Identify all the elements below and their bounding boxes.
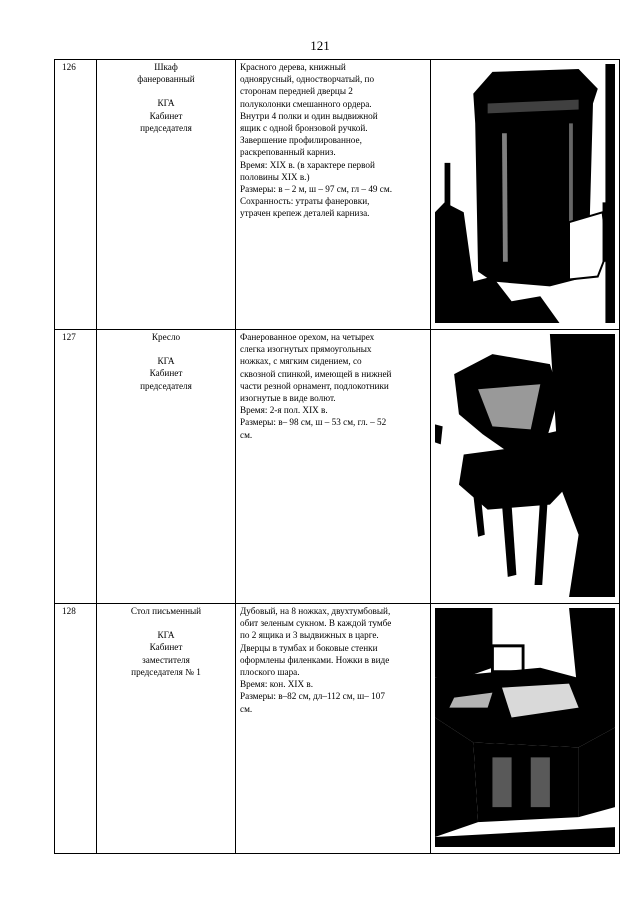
description-line: Фанерованное орехом, на четырех <box>240 332 375 342</box>
description-line: Размеры: в – 2 м, ш – 97 см, гл – 49 см. <box>240 184 392 195</box>
description-line: Размеры: в–82 см, дл–112 см, ш– 107 <box>240 691 385 702</box>
item-location: председателя <box>140 122 192 133</box>
description-line: плоского шара. <box>240 667 300 678</box>
description-line: утрачен крепеж деталей карниза. <box>240 208 370 219</box>
description-line: оформлены филенками. Ножки в виде <box>240 654 390 665</box>
item-number: 126 <box>55 60 97 330</box>
description-line: изогнутые в виде волют. <box>240 393 336 404</box>
item-name-cell <box>97 60 236 330</box>
description-line: слегка изогнутых прямоугольных <box>240 344 372 355</box>
item-org: КГА <box>157 356 175 367</box>
description-line: см. <box>240 703 253 714</box>
armchair-photo <box>435 334 615 597</box>
description-line: Завершение профилированное, <box>240 135 362 146</box>
description-line: Время: кон. XIX в. <box>240 679 314 690</box>
table-row <box>55 330 620 604</box>
item-name-cell <box>97 330 236 604</box>
item-description <box>236 60 431 330</box>
item-location: заместителя <box>142 654 190 665</box>
description-line: Внутри 4 полки и один выдвижной <box>240 110 378 121</box>
description-line: обит зеленым сукном. В каждой тумбе <box>240 618 392 629</box>
description-line: по 2 ящика и 3 выдвижных в царге. <box>240 630 379 641</box>
item-photo-cell <box>431 604 620 854</box>
description-line: см. <box>240 429 253 440</box>
item-description <box>236 330 431 604</box>
item-description <box>236 604 431 854</box>
description-line: ящик с одной бронзовой ручкой. <box>240 123 368 134</box>
description-line: полуколонки смешанного ордера. <box>240 98 372 109</box>
page-number: 121 <box>310 38 330 53</box>
item-name: Шкаф <box>154 62 178 72</box>
description-line: сторонам передней дверцы 2 <box>240 86 353 97</box>
description-line: Сохранность: утраты фанеровки, <box>240 196 370 207</box>
item-location: Кабинет <box>149 110 183 121</box>
description-line: Дубовый, на 8 ножках, двухтумбовый, <box>240 606 391 616</box>
description-line: Время: 2-я пол. XIX в. <box>240 405 328 416</box>
table-row <box>55 60 620 330</box>
description-line: Дверцы в тумбах и боковые стенки <box>240 642 378 653</box>
item-photo-cell <box>431 60 620 330</box>
cabinet-photo <box>435 64 615 323</box>
description-line: одноярусный, одностворчатый, по <box>240 74 375 85</box>
item-number: 127 <box>55 330 97 604</box>
item-location: Кабинет <box>149 642 183 653</box>
item-location: председателя <box>140 380 192 391</box>
description-line: части резной орнамент, подлокотники <box>240 380 389 391</box>
item-name: Кресло <box>151 332 181 342</box>
inventory-table <box>54 59 620 854</box>
description-line: половины XIX в.) <box>240 171 310 182</box>
description-line: Размеры: в– 98 см, ш – 53 см, гл. – 52 <box>240 417 387 428</box>
description-line: сквозной спинкой, имеющей в нижней <box>240 368 392 379</box>
item-number: 128 <box>55 604 97 854</box>
item-location: председателя № 1 <box>131 666 201 677</box>
item-org: КГА <box>157 630 175 641</box>
description-line: ножках, с мягким сидением, со <box>240 356 362 367</box>
item-name: фанерованный <box>137 74 195 85</box>
desk-photo <box>435 608 615 847</box>
description-line: Красного дерева, книжный <box>240 62 346 72</box>
item-location: Кабинет <box>149 368 183 379</box>
description-line: раскрепованный карниз. <box>240 147 336 158</box>
item-name: Стол письменный <box>130 606 202 616</box>
item-photo-cell <box>431 330 620 604</box>
description-line: Время: XIX в. (в характере первой <box>240 159 375 170</box>
table-row <box>55 604 620 854</box>
item-name-cell <box>97 604 236 854</box>
item-org: КГА <box>157 98 175 109</box>
